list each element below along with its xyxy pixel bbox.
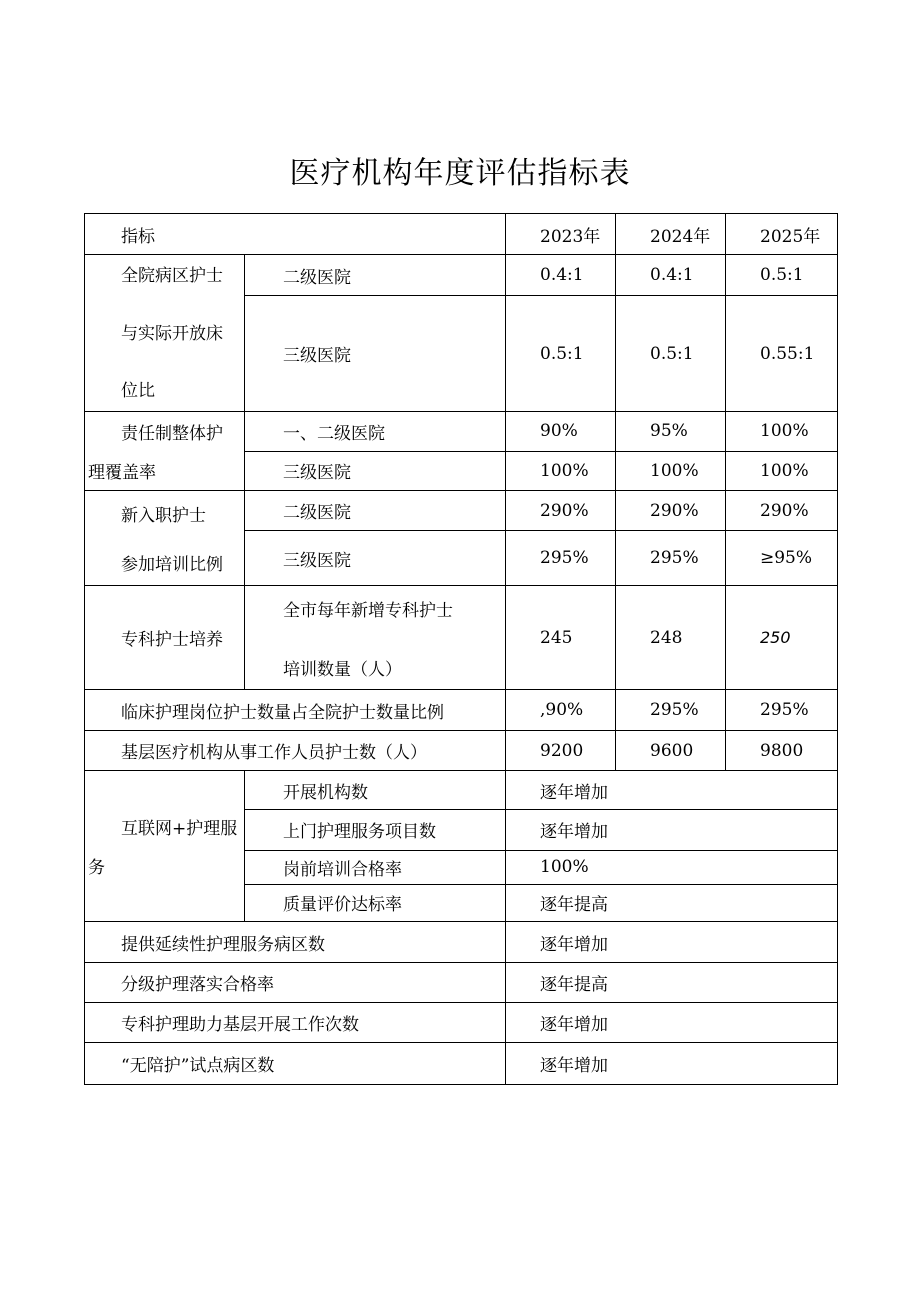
value-2023: 90%: [506, 412, 616, 452]
value-2025: 295%: [726, 690, 838, 731]
header-row: [85, 214, 838, 255]
value-2023: 0.5:1: [506, 296, 616, 412]
value-cell: 逐年增加: [506, 1003, 838, 1043]
value-2024: 295%: [616, 531, 726, 586]
sub-label: 一、二级医院: [245, 412, 506, 452]
sub-label: 上门护理服务项目数: [245, 810, 506, 850]
value-cell: 逐年增加: [506, 922, 838, 963]
value-2023: 9200: [506, 731, 616, 771]
header-2024: 2024年: [616, 214, 726, 255]
value-2023: 100%: [506, 451, 616, 491]
table-row: [85, 922, 838, 963]
table-row: [85, 690, 838, 731]
value-cell: 逐年提高: [506, 963, 838, 1003]
value-2024: 248: [616, 586, 726, 690]
sub-label: 三级医院: [245, 451, 506, 491]
value-2024: 9600: [616, 731, 726, 771]
table-row: [85, 255, 838, 296]
value-cell: 逐年增加: [506, 810, 838, 850]
row-label: “无陪护”试点病区数: [85, 1043, 506, 1085]
table-row: [85, 1003, 838, 1043]
bed-ratio-label: 全院病区护士 与实际开放床 位比: [85, 255, 245, 412]
value-2025: 290%: [726, 491, 838, 531]
table-row: [85, 771, 838, 810]
value-2025: ≥95%: [726, 531, 838, 586]
specialist-label: 专科护士培养: [85, 586, 245, 690]
table-row: [85, 731, 838, 771]
value-2024: 295%: [616, 690, 726, 731]
row-label: 分级护理落实合格率: [85, 963, 506, 1003]
value-2024: 0.4:1: [616, 255, 726, 296]
coverage-label: 责任制整体护 理覆盖率: [85, 412, 245, 491]
value-2025: 0.55:1: [726, 296, 838, 412]
row-label: 提供延续性护理服务病区数: [85, 922, 506, 963]
value-2024: 290%: [616, 491, 726, 531]
sub-label: 二级医院: [245, 491, 506, 531]
sub-label: 开展机构数: [245, 771, 506, 810]
sub-label: 三级医院: [245, 296, 506, 412]
sub-label: 质量评价达标率: [245, 884, 506, 921]
table-row: [85, 963, 838, 1003]
value-2023: ,90%: [506, 690, 616, 731]
header-indicator: 指标: [85, 214, 506, 255]
value-2023: 290%: [506, 491, 616, 531]
table-row: [85, 412, 838, 452]
indicator-table: [84, 213, 838, 1085]
value-2024: 95%: [616, 412, 726, 452]
sub-label: 二级医院: [245, 255, 506, 296]
internet-label: 互联网+护理服 务: [85, 771, 245, 922]
value-2024: 100%: [616, 451, 726, 491]
value-2023: 245: [506, 586, 616, 690]
value-2025: 250: [726, 586, 838, 690]
sub-label: 三级医院: [245, 531, 506, 586]
specialist-sub-label: 全市每年新增专科护士 培训数量（人）: [245, 586, 506, 690]
clinical-label: 临床护理岗位护士数量占全院护士数量比例: [85, 690, 506, 731]
value-cell: 逐年增加: [506, 1043, 838, 1085]
page-title: 医疗机构年度评估指标表: [289, 156, 631, 191]
value-2024: 0.5:1: [616, 296, 726, 412]
training-label: 新入职护士 参加培训比例: [85, 491, 245, 586]
value-2023: 0.4:1: [506, 255, 616, 296]
value-2025: 100%: [726, 412, 838, 452]
header-2023: 2023年: [506, 214, 616, 255]
value-2025: 100%: [726, 451, 838, 491]
sub-label: 岗前培训合格率: [245, 850, 506, 884]
grassroots-label: 基层医疗机构从事工作人员护士数（人）: [85, 731, 506, 771]
table-row: [85, 1043, 838, 1085]
value-cell: 100%: [506, 850, 838, 884]
table-row: [85, 491, 838, 531]
value-2023: 295%: [506, 531, 616, 586]
value-2025: 0.5:1: [726, 255, 838, 296]
table-row: [85, 586, 838, 690]
row-label: 专科护理助力基层开展工作次数: [85, 1003, 506, 1043]
value-2025: 9800: [726, 731, 838, 771]
value-cell: 逐年增加: [506, 771, 838, 810]
value-cell: 逐年提高: [506, 884, 838, 921]
header-2025: 2025年: [726, 214, 838, 255]
